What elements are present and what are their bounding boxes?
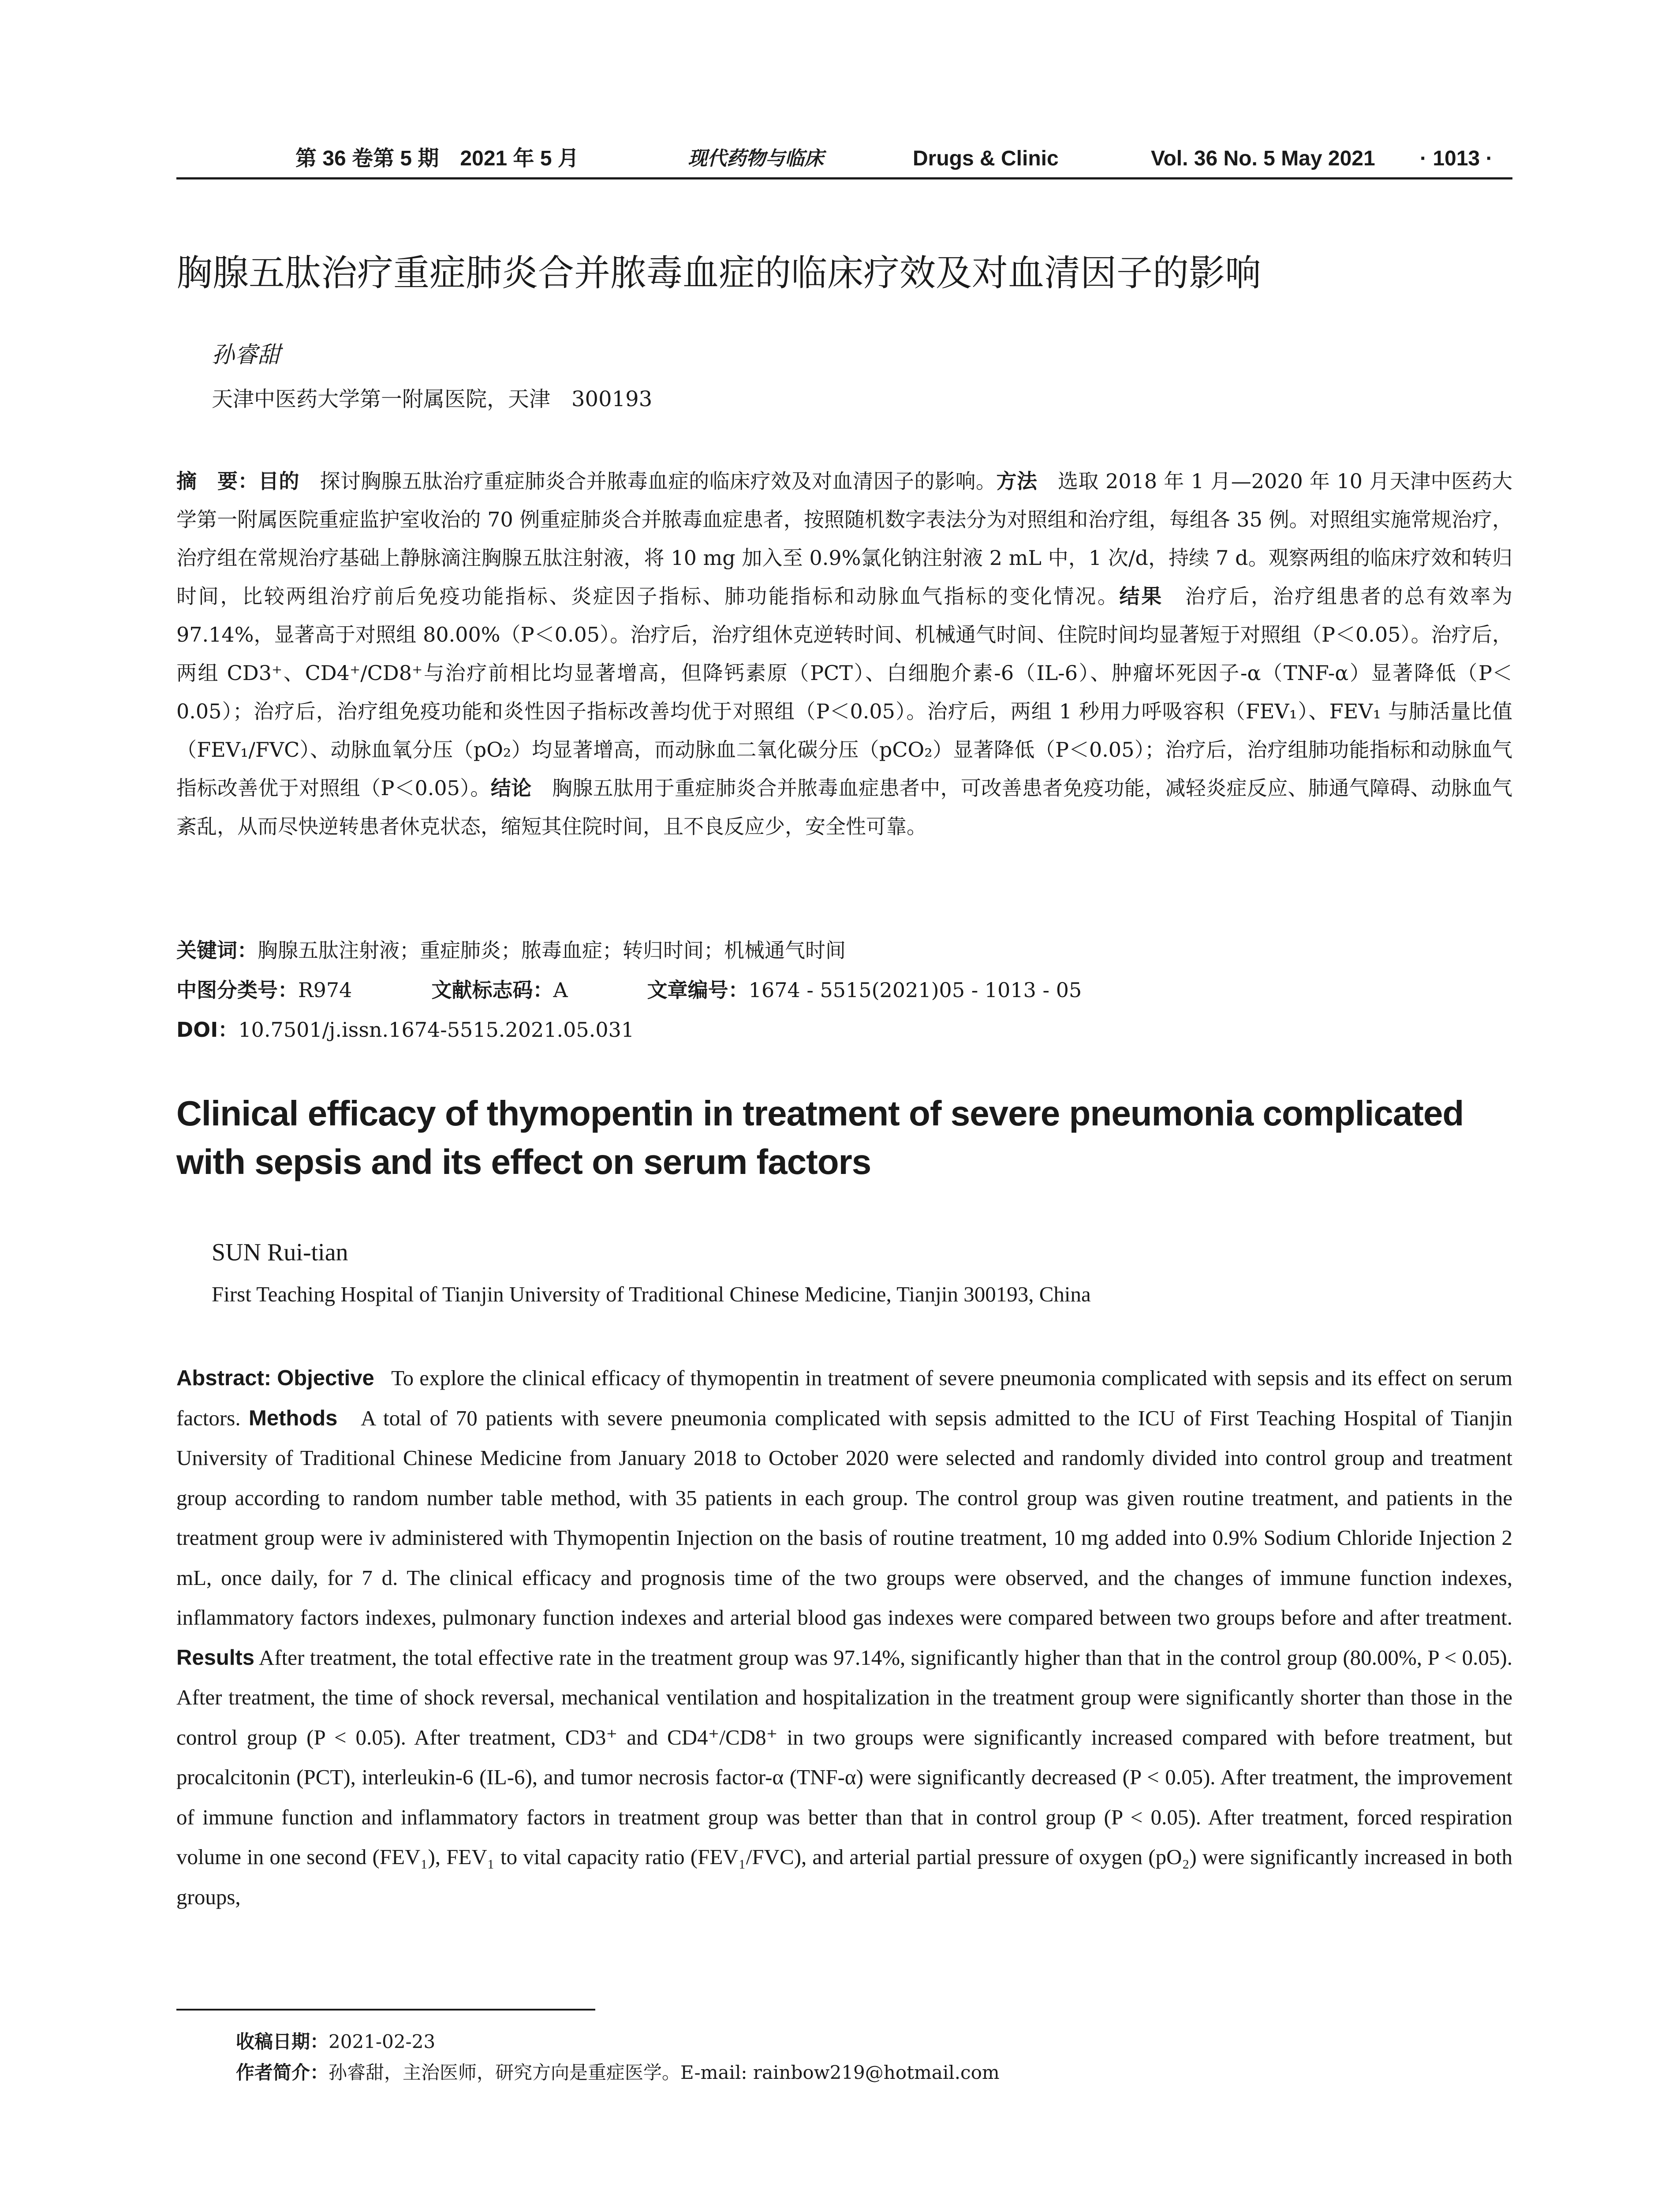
- footnote-divider: [176, 2009, 595, 2011]
- author-bio-text: 孙睿甜，主治医师，研究方向是重症医学。E-mail: rainbow219@hotmail.com: [329, 2062, 1000, 2083]
- footnote-received: [236, 2029, 435, 2055]
- results-cn-label: 结果: [1119, 584, 1164, 608]
- doc-code-label: 文献标志码：: [431, 978, 553, 1002]
- abstract-cn-label: 摘 要：: [176, 469, 258, 493]
- abstract-en: [176, 1358, 1512, 1917]
- results-cn-text: 治疗后，治疗组患者的总有效率为 97.14%，显著高于对照组 80.00%（P＜0.05）。治疗后，治疗组休克逆转时间、机械通气时间、住院时间均显著短于对照组（P＜0.05）。治疗后，两组 CD3⁺、CD4⁺/CD8⁺与治疗前相比均显著增高，但降钙素原（PCT）、白细胞介素-6（IL-6）、肿瘤坏死因子-α（TNF-α）显著降低（P＜0.05）；治疗后，治疗组免疫功能和炎性因子指标改善均优于对照组（P＜0.05）。治疗后，两组 1 秒用力呼吸容积（FEV₁）、FEV₁ 与肺活量比值（FEV₁/FVC）、动脉血氧分压（pO₂）均显著增高，而动脉血二氧化碳分压（pCO₂）显著降低（P＜0.05）；治疗后，治疗组肺功能指标和动脉血气指标改善优于对照组（P＜0.05）。: [176, 584, 1513, 800]
- conclusion-cn-label: 结论: [490, 776, 532, 800]
- clc-label: 中图分类号：: [176, 978, 298, 1002]
- keywords-cn-label: 关键词：: [176, 938, 258, 962]
- objective-en-text: To explore the clinical efficacy of thymopentin in treatment of severe pneumonia complicated with sepsis and its effect on serum factors.: [176, 1366, 1512, 1430]
- header-journal-en: Drugs & Clinic: [913, 147, 1059, 170]
- footnote-author-bio: [236, 2059, 1000, 2086]
- methods-en-label: Methods: [249, 1406, 338, 1430]
- results-en-text: After treatment, the total effective rate in the treatment group was 97.14%, significantly higher than that in the control group (80.00%, P < 0.05). After treatment, the time of shock reversal, mechanical ventilation and hospitalization in the treatment group were significantly shorter than those in the control group (P < 0.05). After treatment, CD3⁺ and CD4⁺/CD8⁺ in two groups were significantly increased compared with before treatment, but procalcitonin (PCT), interleukin-6 (IL-6), and tumor necrosis factor-α (TNF-α) were significantly decreased (P < 0.05). After treatment, the improvement of immune function and inflammatory factors in treatment group was better than that in control group (P < 0.05). After treatment, forced respiration volume in one second (FEV₁), FEV₁ to vital capacity ratio (FEV₁/FVC), and arterial partial pressure of oxygen (pO₂) were significantly increased in both groups,: [176, 1645, 1512, 1909]
- article-no-value: 1674 - 5515(2021)05 - 1013 - 05: [748, 978, 1082, 1002]
- header-journal-cn: 现代药物与临床: [688, 147, 824, 170]
- title-en: Clinical efficacy of thymopentin in treatment of severe pneumonia complicated with sepsis and its effect on serum factors: [176, 1094, 1464, 1181]
- received-date: 2021-02-23: [329, 2031, 436, 2052]
- affiliation-cn: 天津中医药大学第一附属医院，天津 300193: [212, 387, 653, 411]
- abstract-cn: [176, 462, 1512, 846]
- doi-line: [176, 1012, 1512, 1047]
- author-cn: 孙睿甜: [212, 342, 281, 368]
- methods-cn-label: 方法: [996, 469, 1038, 493]
- keywords-cn: [176, 933, 1512, 968]
- header-page-number: · 1013 ·: [1420, 147, 1493, 170]
- keywords-cn-text: 胸腺五肽注射液；重症肺炎；脓毒血症；转归时间；机械通气时间: [258, 938, 846, 962]
- clc-value: R974: [298, 978, 352, 1002]
- doi-value[interactable]: 10.7501/j.issn.1674-5515.2021.05.031: [238, 1018, 635, 1042]
- author-en: SUN Rui-tian: [212, 1239, 348, 1266]
- author-bio-label: 作者简介：: [236, 2062, 329, 2083]
- article-no-label: 文章编号：: [647, 978, 749, 1002]
- objective-cn-text: 探讨胸腺五肽治疗重症肺炎合并脓毒血症的临床疗效及对血清因子的影响。: [320, 469, 997, 493]
- results-en-label: Results: [176, 1645, 255, 1670]
- title-cn: 胸腺五肽治疗重症肺炎合并脓毒血症的临床疗效及对血清因子的影响: [176, 252, 1262, 294]
- methods-cn-text: 选取 2018 年 1 月—2020 年 10 月天津中医药大学第一附属医院重症监护室收治的 70 例重症肺炎合并脓毒血症患者，按照随机数字表法分为对照组和治疗组，每组各 35 例。对照组实施常规治疗，治疗组在常规治疗基础上静脉滴注胸腺五肽注射液，将 10 mg 加入至 0.9%氯化钠注射液 2 mL 中，1 次/d，持续 7 d。观察两组的临床疗效和转归时间，比较两组治疗前后免疫功能指标、炎症因子指标、肺功能指标和动脉血气指标的变化情况。: [176, 469, 1513, 608]
- objective-en-label: Objective: [277, 1366, 374, 1390]
- running-header: [176, 140, 1512, 179]
- received-label: 收稿日期：: [236, 2031, 329, 2052]
- objective-cn-label: 目的: [258, 469, 299, 493]
- doc-code-value: A: [553, 978, 568, 1002]
- header-volume-en: Vol. 36 No. 5 May 2021: [1151, 147, 1375, 170]
- affiliation-en: First Teaching Hospital of Tianjin University of Traditional Chinese Medicine, Tianjin 300193, China: [212, 1282, 1091, 1306]
- conclusion-cn-text: 胸腺五肽用于重症肺炎合并脓毒血症患者中，可改善患者免疫功能，减轻炎症反应、肺通气障碍、动脉血气紊乱，从而尽快逆转患者休克状态，缩短其住院时间，且不良反应少，安全性可靠。: [176, 776, 1513, 838]
- doi-label: DOI：: [176, 1018, 239, 1042]
- header-issue-cn: 第 36 卷第 5 期 2021 年 5 月: [295, 147, 579, 170]
- classification-line: [176, 972, 1512, 1008]
- abstract-en-label: Abstract:: [176, 1366, 272, 1390]
- methods-en-text: A total of 70 patients with severe pneumonia complicated with sepsis admitted to the ICU of First Teaching Hospital of Tianjin University of Traditional Chinese Medicine from January 2018 to October 2020 were selected and randomly divided into control group and treatment group according to random number table method, with 35 patients in each group. The control group was given routine treatment, and patients in the treatment group were iv administered with Thymopentin Injection on the basis of routine treatment, 10 mg added into 0.9% Sodium Chloride Injection 2 mL, once daily, for 7 d. The clinical efficacy and prognosis time of the two groups were observed, and the changes of immune function indexes, inflammatory factors indexes, pulmonary function indexes and arterial blood gas indexes were compared between two groups before and after treatment.: [176, 1405, 1513, 1629]
